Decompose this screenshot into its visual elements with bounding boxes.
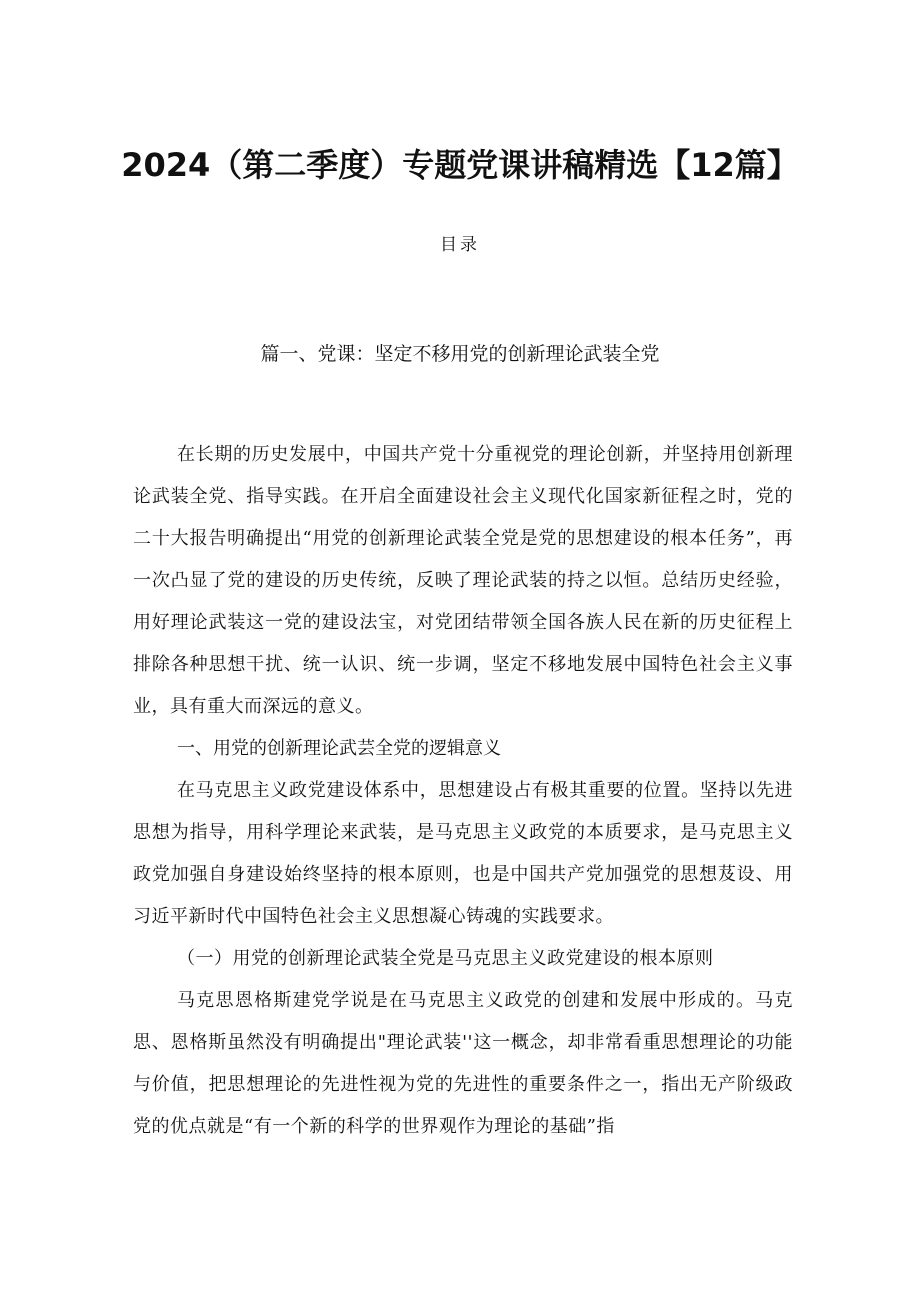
heading-level-2: （一）用党的创新理论武装全党是马克思主义政党建设的根本原则 — [177, 948, 714, 969]
table-of-contents-label: 目录 — [440, 235, 480, 255]
heading-level-1: 一、用党的创新理论武芸全党的逻辑意义 — [177, 738, 501, 759]
section-title: 篇一、党课：坚定不移用党的创新理论武装全党 — [260, 343, 660, 365]
document-body — [133, 434, 793, 1148]
paragraph-2: 在马克思主义政党建设体系中，思想建设占有极其重要的位置。坚持以先进思想为指导，用科学理论来武装，是马克思主义政党的本质要求，是马克思主义政党加强自身建设始终坚持的根本原则，也是中国共产党加强党的思想芨设、用习近平新时代中国特色社会主义思想凝心铸魂的实践要求。 — [133, 780, 793, 927]
paragraph-intro: 在长期的历史发展中，中国共产党十分重视党的理论创新，并坚持用创新理论武装全党、指导实践。在开启全面建设社会主义现代化国家新征程之时，党的二十大报告明确提出“用党的创新理论武装全党是党的思想建设的根本任务”，再一次凸显了党的建设的历史传统，反映了理论武装的持之以恒。总结历史经验，用好理论武装这一党的建设法宝，对党团结带领全国各族人民在新的历史征程上排除各种思想干扰、统一认识、统一步调，坚定不移地发展中国特色社会主义事业，具有重大而深远的意义。 — [133, 444, 793, 717]
document-title: 2024（第二季度）专题党课讲稿精选【12篇】 — [121, 146, 799, 184]
paragraph-3: 马克思恩格斯建党学说是在马克思主义政党的创建和发展中形成的。马克思、恩格斯虽然没有明确提出"理论武装''这一概念，却非常看重思想理论的功能与价值，把思想理论的先进性视为党的先进性的重要条件之一，指出无产阶级政党的优点就是“有一个新的科学的世界观作为理论的基础”指 — [133, 990, 793, 1137]
